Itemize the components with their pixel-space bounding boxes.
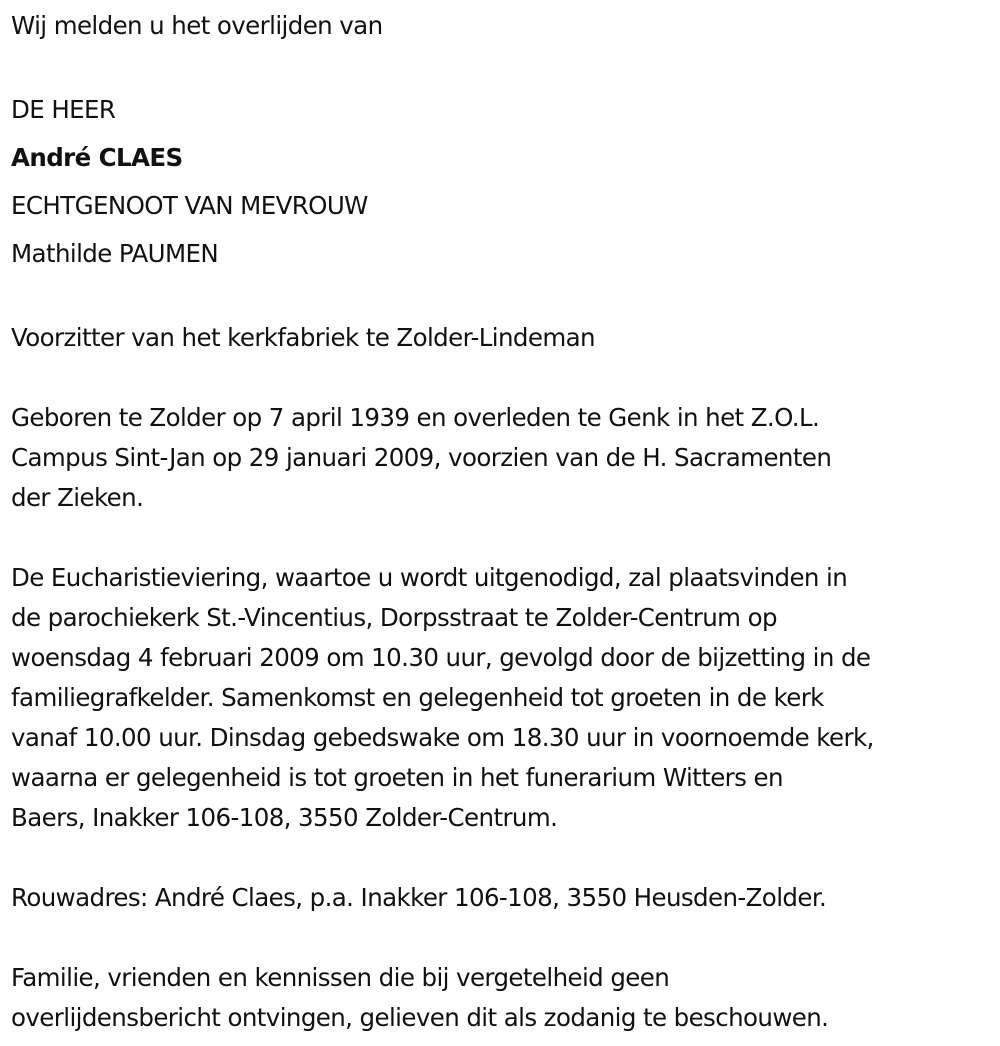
birth-death-paragraph (11, 398, 988, 518)
paragraph-line: woensdag 4 februari 2009 om 10.30 uur, gevolgd door de bijzetting in de (11, 643, 871, 672)
paragraph-line: der Zieken. (11, 483, 144, 512)
paragraph-line: De Eucharistieviering, waartoe u wordt uitgenodigd, zal plaatsvinden in (11, 563, 848, 592)
spouse-name: Mathilde PAUMEN (11, 239, 219, 268)
paragraph-line: familiegrafkelder. Samenkomst en gelegenheid tot groeten in de kerk (11, 683, 824, 712)
paragraph-line: de parochiekerk St.-Vincentius, Dorpsstraat te Zolder-Centrum op (11, 603, 777, 632)
mourning-address: Rouwadres: André Claes, p.a. Inakker 106-108, 3550 Heusden-Zolder. (11, 883, 827, 912)
role-text: Voorzitter van het kerkfabriek te Zolder-Lindeman (11, 323, 595, 352)
spouse-label: ECHTGENOOT VAN MEVROUW (11, 191, 368, 220)
paragraph-line: waarna er gelegenheid is tot groeten in het funerarium Witters en (11, 763, 783, 792)
closing-paragraph (11, 958, 988, 1038)
deceased-name: André CLAES (11, 143, 183, 172)
title-prefix: DE HEER (11, 95, 116, 124)
paragraph-line: overlijdensbericht ontvingen, gelieven dit als zodanig te beschouwen. (11, 1003, 829, 1032)
intro-text: Wij melden u het overlijden van (11, 11, 383, 40)
paragraph-line: Baers, Inakker 106-108, 3550 Zolder-Centrum. (11, 803, 558, 832)
paragraph-line: vanaf 10.00 uur. Dinsdag gebedswake om 18.30 uur in voornoemde kerk, (11, 723, 874, 752)
paragraph-line: Geboren te Zolder op 7 april 1939 en overleden te Genk in het Z.O.L. (11, 403, 820, 432)
deceased-block (11, 86, 988, 278)
service-paragraph (11, 558, 988, 838)
paragraph-line: Campus Sint-Jan op 29 januari 2009, voorzien van de H. Sacramenten (11, 443, 832, 472)
paragraph-line: Familie, vrienden en kennissen die bij vergetelheid geen (11, 963, 670, 992)
